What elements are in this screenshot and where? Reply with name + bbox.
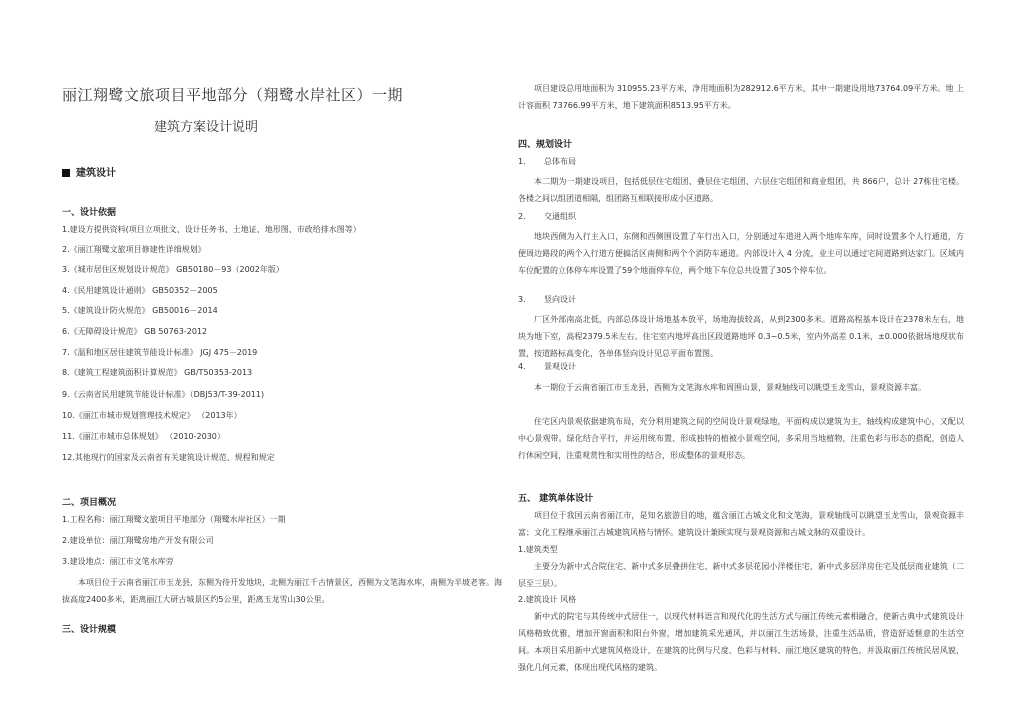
type-subheading: 1.建筑类型	[518, 545, 558, 554]
layout-subheading: 1. 总体布局	[518, 157, 576, 166]
layout-paragraph: 本二期为一期建设项目，包括低层住宅组团、叠层住宅组团、六层住宅组团和商业组团，共 866户，总计 27栋住宅楼。各楼之间以组团道相隔，组团路互相联接形成小区道路。	[518, 177, 964, 203]
overview-paragraph: 本项目位于云南省丽江市玉龙县，东侧为待开发地块，北侧为丽江千古情景区，西侧为文笔海水库，南侧为半坡老客。海拔高度2400多米，距离丽江大研古城景区约5公里，距离玉龙雪山30公里。	[62, 578, 502, 604]
overview-item: 2.建设单位：丽江翔鹭房地产开发有限公司	[62, 536, 214, 545]
scale-paragraph: 项目建设总用地面积为 310955.23平方米，净用地面积为282912.6平方米，其中一期建设用地73764.09平方米。地 上计容面积 73766.99平方米，地下建筑面积8513.95平方米。	[518, 84, 964, 110]
basis-item: 4.《民用建筑设计通则》 GB50352－2005	[62, 286, 218, 295]
basis-item: 7.《温和地区居住建筑节能设计标准》 JGJ 475－2019	[62, 348, 258, 357]
basis-heading: 一、设计依据	[62, 208, 117, 218]
basis-item: 6.《无障碍设计规范》 GB 50763-2012	[62, 327, 208, 336]
basis-item: 5.《建筑设计防火规范》 GB50016－2014	[62, 306, 218, 315]
building-heading: 五、 建筑单体设计	[518, 494, 594, 504]
traffic-paragraph: 地块西侧为入行主入口，东侧和西侧围设置了车行出入口，分别通过车道进入两个地库车库，同时设置多个人行通道，方便周边路段的两个入行道方便搞活区南侧和两个个消防车通道。内部设计入 4 分流，业主可以通过宅间道路到达家门。区域内车位配置的立体停车库设置了59个地面停车位，两个地下车位总共设置了305个停车位。	[518, 232, 964, 275]
basis-item: 1.建设方提供资料(项目立项批文、设计任务书、土地证、地形图、市政给排水图等）	[62, 225, 361, 234]
landscape-paragraph: 本一期位于云南省丽江市玉龙县，西侧为文笔海水库和周围山景，景观轴线可以眺望玉龙雪山，景观资源丰富。	[534, 383, 926, 392]
section-heading: 建筑设计	[62, 164, 116, 179]
overview-item: 3.建设地点：丽江市文笔水库旁	[62, 557, 174, 566]
basis-item: 3.《城市居住区规划设计规范》 GB50180－93（2002年版）	[62, 265, 284, 274]
basis-item: 11.《丽江市城市总体规划》 （2010-2030）	[62, 432, 225, 441]
basis-item: 8.《建筑工程建筑面积计算规范》 GB/T50353-2013	[62, 368, 253, 377]
style-subheading: 2.建筑设计 风格	[518, 595, 577, 604]
document-subtitle: 建筑方案设计说明	[154, 120, 259, 135]
overview-item: 1.工程名称：丽江翔鹭文旅项目平地部分（翔鹭水岸社区）一期	[62, 515, 286, 524]
landscape-paragraph: 住宅区内景观依据建筑布局，充分利用建筑之间的空间设计景观绿地，平面构成以建筑为主，轴线构成建筑中心，又配以中心景观带。绿化结合平行，并运用统布置、形成独特的植被小景观空间，多采用当地植物，注重色彩与形态的搭配，创造人行休闲空间，注重观赏性和实用性的结合，形成整体的景观形态。	[518, 417, 964, 460]
landscape-subheading: 4. 景观设计	[518, 362, 576, 371]
style-paragraph: 新中式的院宅与其传统中式居住一，以现代材料语言和现代化的生活方式与丽江传统元素相融合，使新古典中式建筑设计风格精致优雅，增加开窗面积和阳台外窗，增加建筑采光通风，并以丽江生活场景，注重生活品质，营造舒适惬意的生活空间。本项目采用新中式建筑风格设计，在建筑的比例与尺度、色彩与材料、丽江地区建筑的特色，并汲取丽江传统民居风貌，强化几何元素，体现出现代风格的建筑。	[518, 612, 964, 672]
building-intro: 项目位于我国云南省丽江市，是知名旅游目的地，蕴含丽江古城文化和文笔海，景观轴线可以眺望玉龙雪山，景观资源丰富；文化工程继承丽江古城建筑风格与情怀。建筑设计兼顾实现与景观资源和古城文脉的双重设计。	[518, 511, 964, 537]
basis-item: 9.《云南省民用建筑节能设计标准》（DBJ53/T-39-2011)	[62, 390, 265, 399]
vertical-paragraph: 厂区外部南高北低，内部总体设计场地基本放平，场地海拔较高，从到2300多米。道路高程基本设计在2378米左右，地块为地下室，高程2379.5米左右。住宅室内地坪高出区段道路地坪 0.3~0.5米，室内外高差 0.1米，±0.000依据场地现状布置，按道路标高变化，各单体竖向设计见总平面布置图。	[518, 315, 964, 358]
square-bullet-icon	[62, 169, 70, 177]
basis-item: 2.《丽江翔鹭文旅项目修建性详细规划》	[62, 245, 206, 254]
basis-item: 10.《丽江市城市规划管理技术规定》 （2013年）	[62, 411, 242, 420]
document-title: 丽江翔鹭文旅项目平地部分（翔鹭水岸社区）一期	[62, 86, 404, 104]
scale-heading: 三、设计规模	[62, 625, 117, 635]
traffic-subheading: 2. 交通组织	[518, 212, 576, 221]
basis-item: 12.其他现行的国家及云南省有关建筑设计规范、规程和规定	[62, 453, 275, 462]
type-paragraph: 主要分为新中式合院住宅、新中式多层叠拼住宅、新中式多层花园小洋楼住宅，新中式多层洋房住宅及低层商业建筑（二层至三层）。	[518, 562, 964, 588]
vertical-subheading: 3. 竖向设计	[518, 295, 576, 304]
overview-heading: 二、项目概况	[62, 498, 117, 508]
planning-heading: 四、规划设计	[518, 140, 573, 150]
